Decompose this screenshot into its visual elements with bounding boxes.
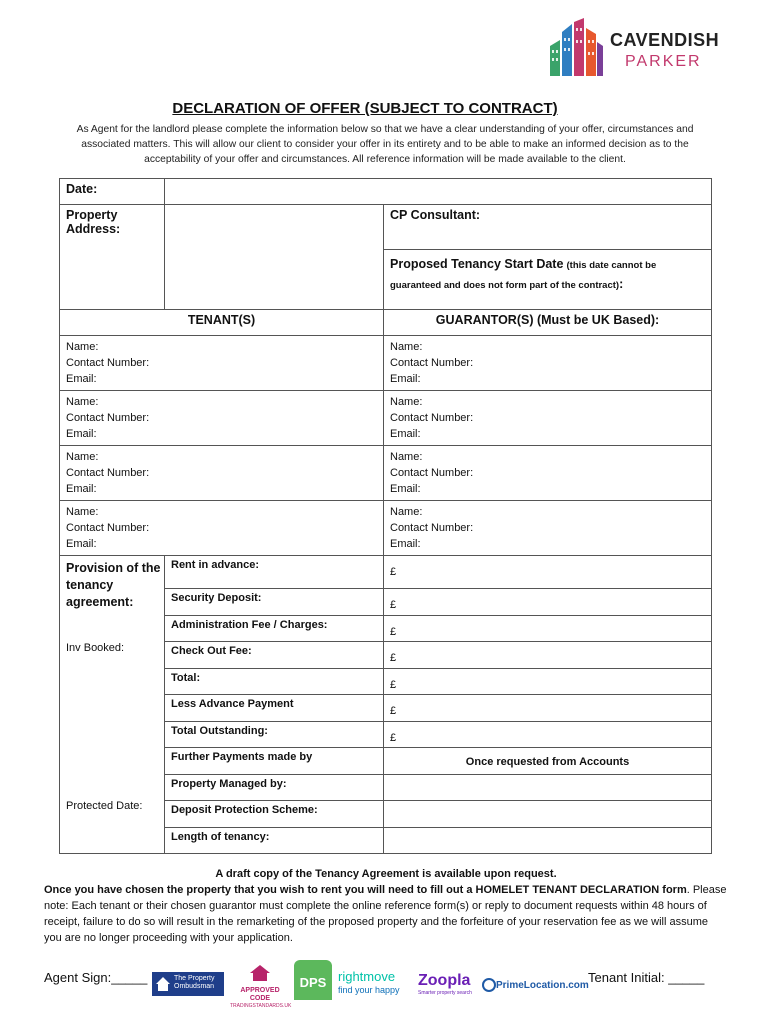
building-logo-icon xyxy=(548,18,604,76)
cp-consultant-label: CP Consultant: xyxy=(384,205,711,250)
fee-value[interactable]: £ xyxy=(384,556,712,589)
length-of-tenancy-field[interactable] xyxy=(384,828,712,854)
start-date-cell[interactable]: Proposed Tenancy Start Date (this date cannot be guaranteed and does not form part of the contract): xyxy=(390,257,657,291)
start-date-label: Proposed Tenancy Start Date xyxy=(390,257,564,271)
fee-value[interactable]: £ xyxy=(384,642,712,669)
tenants-header: TENANT(S) xyxy=(60,310,384,336)
protected-date-label: Protected Date: xyxy=(66,800,143,812)
tenant-initial-field[interactable]: Tenant Initial: _____ xyxy=(588,970,705,985)
agent-sign-field[interactable]: Agent Sign:_____ xyxy=(44,970,148,985)
approved-code-badge: APPROVED CODE TRADINGSTANDARDS.UK xyxy=(230,964,290,1002)
further-payments-value: Once requested from Accounts xyxy=(384,748,712,775)
tenant-block-2[interactable]: Name: Contact Number: Email: xyxy=(60,391,384,446)
fee-label: Property Managed by: xyxy=(165,775,384,801)
primelocation-pin-icon xyxy=(482,978,496,992)
rightmove-badge: rightmove find your happy xyxy=(338,969,400,995)
tenant-block-3[interactable]: Name: Contact Number: Email: xyxy=(60,446,384,501)
provision-cell xyxy=(60,556,165,854)
date-field[interactable] xyxy=(165,179,712,205)
zoopla-badge: Zoopla Smarter property search xyxy=(418,972,472,996)
fee-label: Administration Fee / Charges: xyxy=(165,616,384,642)
primelocation-badge: PrimeLocation.com xyxy=(482,976,584,996)
fee-value[interactable]: £ xyxy=(384,695,712,722)
property-address-field[interactable] xyxy=(165,205,384,310)
footer-text xyxy=(44,866,728,946)
draft-copy-note: A draft copy of the Tenancy Agreement is available upon request. xyxy=(215,868,557,880)
approved-house-icon xyxy=(249,964,271,982)
fee-label: Rent in advance: xyxy=(165,556,384,589)
fee-label: Total Outstanding: xyxy=(165,722,384,748)
guarantor-block-2[interactable]: Name: Contact Number: Email: xyxy=(384,391,712,446)
guarantor-block-1[interactable]: Name: Contact Number: Email: xyxy=(384,336,712,391)
tenant-block-4[interactable]: Name: Contact Number: Email: xyxy=(60,501,384,556)
guarantor-block-3[interactable]: Name: Contact Number: Email: xyxy=(384,446,712,501)
offer-form-table xyxy=(59,178,712,854)
fee-value[interactable]: £ xyxy=(384,589,712,616)
accreditation-badges xyxy=(152,960,589,1009)
property-managed-field[interactable] xyxy=(384,775,712,801)
deposit-scheme-field[interactable] xyxy=(384,801,712,828)
guarantor-block-4[interactable]: Name: Contact Number: Email: xyxy=(384,501,712,556)
guarantors-header: GUARANTOR(S) (Must be UK Based): xyxy=(384,310,712,336)
fee-label: Length of tenancy: xyxy=(165,828,384,854)
logo-text-cavendish: CAVENDISH xyxy=(610,30,720,50)
fee-label: Less Advance Payment xyxy=(165,695,384,722)
date-label: Date: xyxy=(60,179,165,205)
page-title: DECLARATION OF OFFER (SUBJECT TO CONTRACT) xyxy=(172,100,558,117)
dps-badge: DPS xyxy=(294,960,332,1000)
fee-label: Security Deposit: xyxy=(165,589,384,616)
inv-booked-label: Inv Booked: xyxy=(66,642,125,654)
fee-value[interactable]: £ xyxy=(384,616,712,642)
tenant-block-1[interactable]: Name: Contact Number: Email: xyxy=(60,336,384,391)
logo-text-parker: PARKER xyxy=(625,53,702,70)
start-date-note: (this date cannot be guaranteed and does not form part of the contract) xyxy=(390,260,657,291)
house-icon xyxy=(155,976,171,992)
fee-label: Check Out Fee: xyxy=(165,642,384,669)
fee-value[interactable]: £ xyxy=(384,722,712,748)
fee-value[interactable]: £ xyxy=(384,669,712,695)
provision-label: Provision of the tenancy agreement: xyxy=(66,561,161,609)
fee-label: Deposit Protection Scheme: xyxy=(165,801,384,828)
property-address-label: Property Address: xyxy=(60,205,165,310)
ombudsman-badge: The Property Ombudsman xyxy=(152,972,224,996)
fee-label: Total: xyxy=(165,669,384,695)
fee-label: Further Payments made by xyxy=(165,748,384,775)
declaration-note: Once you have chosen the property that you wish to rent you will need to fill out a HOMELET TENANT DECLARATION form. Please note: Each tenant or their chosen guarantor must complete the online reference form(s) or reply to document requests within 48 hours of receipt, failure to do so will result in the remarketing of the proposed property and the forfeiture of your reservation fee as we will assume you are no longer proceeding with your application. xyxy=(44,884,727,944)
intro-text: As Agent for the landlord please complete the information below so that we have a clear understanding of your offer, circumstances and associated matters. This will allow our client to consider your offer in its entirety and to be able to make an informed decision as to the acceptability of your offer and circumstances. All reference information will be made available to the client. xyxy=(76,124,694,165)
